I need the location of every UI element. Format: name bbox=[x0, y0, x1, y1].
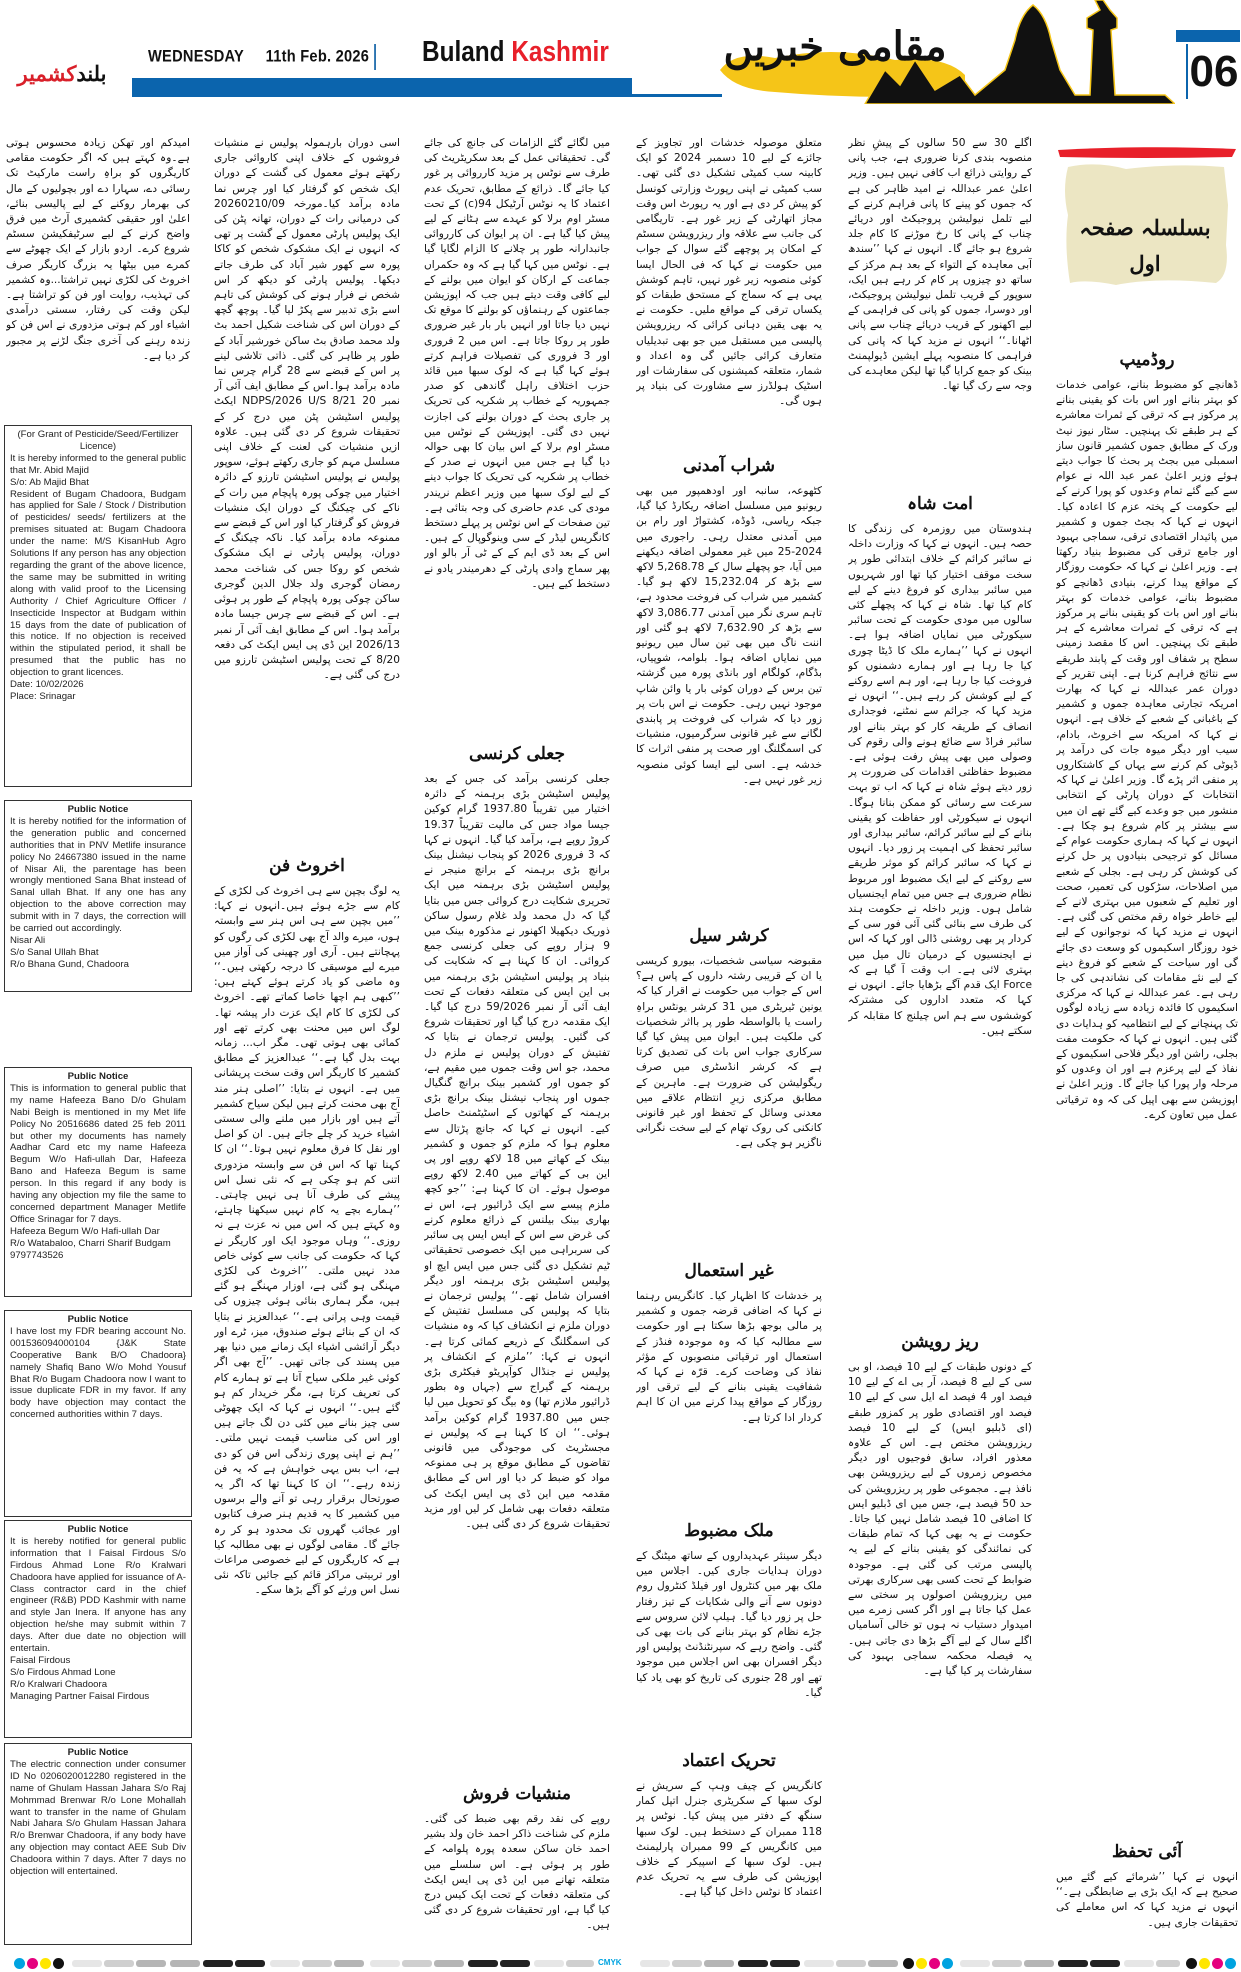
subheading: ریز رویشن bbox=[901, 1332, 979, 1352]
black-swatch bbox=[1058, 1960, 1088, 1967]
notice-signature: S/o Sanal Ullah Bhat bbox=[10, 946, 99, 958]
grey-swatch bbox=[1024, 1960, 1054, 1967]
black-swatch bbox=[738, 1960, 768, 1967]
notice-signature: R/o Kralwari Chadoora bbox=[10, 1678, 108, 1690]
article-text: دیگر سینئر عہدیداروں کے ساتھ میٹنگ کے دوران ہدایات جاری کیں۔ اجلاس میں ملک بھر میں کنٹرول اور فیلڈ کنٹرول روم دونوں سے آنے والی شکایات کے تیز رفتار حل پر زور دیا گیا۔ ہیلپ لائن سروس سے جڑے نظام کو بہتر بنانے کی بات بھی کی گئی۔ واضح رہے کہ سپرنٹنڈنٹ پولیس اور دیگر افسران بھی اس اجلاس میں موجود تھے اور 28 جنوری کی تاریخ کو بھی یاد کیا گیا۔ bbox=[636, 1550, 822, 1699]
grey-swatch bbox=[704, 1960, 734, 1967]
grey-swatch bbox=[992, 1960, 1022, 1967]
grey-swatch bbox=[334, 1960, 364, 1967]
notice-pesticide-licence bbox=[4, 425, 192, 787]
continuation-title: بسلسلہ صفحہ اول bbox=[1079, 215, 1211, 276]
brand-name bbox=[422, 36, 609, 69]
subheading: آئی تحفظ bbox=[1112, 1842, 1182, 1862]
notice-title: Public Notice bbox=[67, 1314, 129, 1325]
header-rule-thin bbox=[632, 94, 722, 97]
grey-swatch bbox=[836, 1960, 866, 1967]
notice-title: Public Notice bbox=[67, 804, 129, 815]
day-label: WEDNESDAY bbox=[148, 46, 245, 66]
notice-date: Date: 10/02/2026 bbox=[10, 679, 84, 691]
notice-signature: Managing Partner Faisal Firdous bbox=[10, 1690, 150, 1702]
grey-swatch bbox=[270, 1960, 300, 1967]
notice-body: It is hereby informed to the general public that Mr. Abid Majid bbox=[10, 452, 186, 476]
grey-swatch bbox=[370, 1960, 400, 1967]
notice-title: (For Grant of Pesticide/Seed/Fertilizer Licence) bbox=[17, 429, 179, 452]
yellow-dot-icon bbox=[40, 1958, 51, 1969]
divider bbox=[374, 44, 376, 70]
grey-swatch bbox=[868, 1960, 898, 1967]
cyan-dot-icon bbox=[942, 1958, 953, 1969]
grey-swatch bbox=[434, 1960, 464, 1967]
section-title: مقامی خبریں bbox=[723, 23, 947, 70]
brand-second: Kashmir bbox=[511, 36, 609, 68]
black-dot-icon bbox=[903, 1958, 914, 1969]
subheading: ملک مضبوط bbox=[684, 1521, 774, 1541]
notice-signature: Faisal Firdous bbox=[10, 1654, 71, 1666]
notice-title: Public Notice bbox=[67, 1747, 129, 1758]
grey-swatch bbox=[402, 1960, 432, 1967]
yellow-dot-icon bbox=[916, 1958, 927, 1969]
dateline bbox=[148, 44, 381, 70]
magenta-dot-icon bbox=[1212, 1958, 1223, 1969]
black-swatch bbox=[235, 1960, 265, 1967]
notice-signature: Nisar Ali bbox=[10, 934, 46, 946]
public-notice bbox=[4, 1067, 192, 1297]
notice-title: Public Notice bbox=[67, 1524, 129, 1535]
article-text: کٹھوعہ، سانبہ اور اودھمپور میں بھی ریونیو میں مسلسل اضافہ ریکارڈ کیا گیا، جبکہ ریاسی، ڈوڈہ، کشتواڑ اور رام بن میں آمدنی معتدل رہی۔ راجوری میں 2024-25 میں غیر معمولی اضافہ دیکھنے میں آیا، جو پچھلے سال کے 5,268.78 لاکھ سے بڑھ کر 15,232.04 لاکھ ہو گیا۔ کشمیر میں شراب کی فروخت محدود ہے، تاہم سری نگر میں آمدنی 3,086.77 لاکھ سے بڑھ کر 7,632.90 لاکھ ہو گئی اور اننت ناگ میں بھی تین سال میں ریونیو میں نمایاں اضافہ ہوا۔ بلوامہ، شوپیاں، بڈگام، کولگام اور بانڈی پورہ میں گزشتہ تین برس کے دوران کوئی بار یا وائن شاپ موجود نہیں رہی۔ حکومت نے اس بات پر زور دیا کہ شراب کی فروخت پر پابندی لگانے سے غیر قانونی سرگرمیوں، منشیات کی اسمگلنگ اور صحت پر منفی اثرات کا خدشہ ہے۔ اسی لیے ایسا کوئی منصوبہ زیر غور نہیں ہے۔ bbox=[636, 485, 822, 786]
logo-word-black: بلند bbox=[76, 61, 107, 86]
grey-swatch bbox=[104, 1960, 134, 1967]
notice-line: S/o: Ab Majid Bhat bbox=[10, 476, 89, 488]
page-corner bbox=[1176, 30, 1240, 42]
subheading: اخروٹ فن bbox=[269, 856, 345, 876]
notice-signature: S/o Firdous Ahmad Lone bbox=[10, 1666, 116, 1678]
article-text: یہ لوگ بچپن سے ہی اخروٹ کی لکڑی کے کام سے جڑے ہوئے ہیں۔انہوں نے کہا: ’’میں بچپن سے ہی اس ہنر سے وابستہ ہوں، میرے والد آج بھی لکڑی کی رگوں کو پہچانتے ہیں۔ آری اور چھینی کی آواز میں میرے لیے موسیقی کا درجہ رکھتی ہیں۔‘‘ وہ ماضی کو یاد کرتے ہوئے کہتے ہیں: ’’کبھی ہم اچھا خاصا کماتے تھے۔ اخروٹ کی لکڑی کا کام ایک عزت دار پیشہ تھا۔ لوگ اس میں محنت بھی کرتے تھے اور کمائی بھی ہوتی تھی۔ مگر اب... زمانہ بہت بدل گیا ہے۔‘‘ عبدالعزیز کے مطابق کشمیر کا کاریگر اس وقت سخت پریشانی میں ہے۔ انہوں نے بتایا: ’’اصلی ہنر مند آج بھی محنت کرتے ہیں لیکن سیاح کشمیر آتے ہیں اور بازار میں ملنے والی سستی اشیاء خرید کر چلے جاتے ہیں۔ ان کو اصل اور نقل کا فرق معلوم نہیں ہوتا۔‘‘ ان کا کہنا تھا کہ اس فن سے وابستہ مزدوری اتنی کم ہو چکی ہے کہ نئی نسل اس پیشے کی طرف آنا ہی نہیں چاہتی۔ ’’ہمارے بچے یہ کام نہیں سیکھنا چاہتے، وہ کہتے ہیں کہ اس میں نہ عزت ہے نہ روزی۔‘‘ وہاں موجود ایک اور کاریگر نے کہا کہ حکومت کی جانب سے کوئی خاص مدد نہیں ملتی۔ ’’اخروٹ کی لکڑی مہنگی ہو گئی ہے، اوزار مہنگے ہو گئے ہیں، مگر ہماری بنائی ہوئی چیزوں کی قیمت وہی پرانی ہے۔‘‘ عبدالعزیز نے بتایا کہ ان کے بنائے ہوئے صندوق، میز، ٹرے اور دیگر آرائشی اشیاء ایک زمانے میں دنیا بھر میں پسند کی جاتی تھیں۔ ’’آج بھی اگر کوئی غیر ملکی سیاح آتا ہے تو ہمارے کام کی تعریف کرتا ہے، مگر خریدار کم ہو گئے ہیں۔‘‘ انہوں نے کہا کہ ایک چھوٹی سی چیز بنانے میں کئی دن لگ جاتے ہیں اور اس کی مناسب قیمت نہیں ملتی۔ ’’ہم نے اپنی پوری زندگی اس فن کو دی ہے، اب بس یہی خواہش ہے کہ یہ فن زندہ رہے۔‘‘ ان کا کہنا تھا کہ اگر یہ صورتحال برقرار رہی تو آنے والے برسوں میں کشمیر کا یہ قدیم ہنر صرف کتابوں اور عجائب گھروں تک محدود ہو کر رہ جائے گا۔ مقامی لوگوں نے بھی مطالبہ کیا ہے کہ کاریگروں کے لیے خصوصی مراعات اور تربیتی مراکز قائم کیے جائیں تاکہ نئی نسل اس ورثے کو آگے بڑھا سکے۔ bbox=[214, 885, 400, 1597]
article-text: مقبوضہ سیاسی شخصیات، بیورو کریسی یا ان کے قریبی رشتہ داروں کے پاس ہے؟ اس کے جواب میں حکومت نے اقرار کیا کہ یونین ٹیریٹری میں 31 کرشر یونٹس براہِ راست یا بالواسطہ طور پر بااثر شخصیات کی ملکیت ہیں۔ ایوان میں پیش کیا گیا سرکاری جواب اس بات کی تصدیق کرتا ہے کہ کرشر انڈسٹری میں صرف ریگولیشن کی ضرورت ہے۔ ماہرین کے مطابق مرکزی زیرِ انتظام علاقے میں معدنی وسائل کے تحفظ اور غیر قانونی کانکنی کی روک تھام کے لیے سخت نگرانی ناگزیر ہو چکی ہے۔ bbox=[636, 955, 822, 1150]
article-text: کے دونوں طبقات کے لیے 10 فیصد، او بی سی کے لیے 8 فیصد، آر بی اے کے لیے 10 فیصد اور 4 فیصد اے ایل سی کے لیے 10 فیصد اور اقتصادی طور پر کمزور طبقے (ای ڈبلیو ایس) کے لیے 10 فیصد ریزرویشن مختص ہے۔ اس کے علاوہ معذور افراد، سابق فوجیوں اور دیگر مخصوص زمروں کے لیے ریزرویشن بھی نافذ ہے۔ مجموعی طور پر ریزرویشن کی حد 50 فیصد ہے، جس میں ای ڈبلیو ایس کا اضافی 10 فیصد شامل نہیں کیا جاتا۔ حکومت نے یہ بھی کہا کہ تمام طبقات کی نمائندگی کو یقینی بنانے کے لیے یہ پالیسی مرتب کی گئی ہے۔ موجودہ ضوابط کے تحت کسی بھی سرکاری بھرتی میں ریزرویشن اصولوں پر سختی سے عمل کیا جاتا ہے اور اگر کسی زمرے میں امیدوار دستیاب نہ ہوں تو خالی آسامیاں اگلے سال کے لیے آگے بڑھا دی جاتی ہیں۔ یہ فیصلہ محکمہ سماجی بہبود کی سفارشات پر کیا گیا ہے۔ bbox=[848, 1361, 1032, 1678]
grey-swatch bbox=[566, 1960, 594, 1967]
subheading: امت شاہ bbox=[907, 494, 973, 514]
yellow-dot-icon bbox=[1199, 1958, 1210, 1969]
article-text: پر خدشات کا اظہار کیا۔ کانگریس رہنما نے کہا کہ اضافی قرضہ جموں و کشمیر پر مالی بوجھ بڑھا سکتا ہے اور حکومت سے مطالبہ کیا کہ وہ موجودہ فنڈز کے استعمال اور ترقیاتی منصوبوں کے مؤثر نفاذ کی وضاحت کرے۔ قرّہ نے کہا کہ شفافیت یقینی بنانے کے لیے ترقی اور روزگار کے مواقع پیدا کرنے میں ان کا اہم کردار ادا کرتا ہے۔ bbox=[636, 1290, 822, 1424]
black-swatch bbox=[770, 1960, 800, 1967]
black-swatch bbox=[1090, 1960, 1120, 1967]
grey-swatch bbox=[302, 1960, 332, 1967]
subheading: غیر استعمال bbox=[684, 1261, 774, 1281]
notice-body: I have lost my FDR bearing account No. 001536094000104 {J&K State Cooperative Bank B/O Chadoora} namely Shafiq Bano W/o Mohd Yousuf Bhat R/o Bugam Chadoora now I want to issue duplicate FDR in my favor. If any body have objection may contact the concerned authorities within 7 days. bbox=[10, 1325, 186, 1421]
grey-swatch bbox=[804, 1960, 834, 1967]
subheading: تحریک اعتماد bbox=[682, 1751, 776, 1771]
notice-title: Public Notice bbox=[67, 1071, 129, 1082]
notice-body: The electric connection under consumer ID No 0206020012280 registered in the name of Ghulam Hassan Jahara S/o Raj Mohmmad Brenwar R/o Lone Mohallah want to transfer in the name of Ghulam Nabi Jahara S/o Ghulam Hassan Jahara R/o Brenwar Chadoora, if any body have any objection may contact AEE Sub Div Chadoora within 7 days. After 7 days no objection will entertained. bbox=[10, 1758, 186, 1878]
date-label: 11th Feb. 2026 bbox=[265, 46, 370, 66]
notice-body: Resident of Bugam Chadoora, Budgam has applied for Sale / Stock / Distribution of pesticides/ seeds/ fertilizers at the premises situated at: Bugam Chadoora under the name: M/S KisanHub Agro Solutions If any person has any objection regarding the grant of the above licence, the same may be submitted in writing along with valid proof to the Licensing Authority / Chief Agriculture Officer / Insecticide Inspector at Budgam within 15 days from the date of publication of this notice. If no objection is received within the stipulated period, it shall be presumed that the public has no objection to grant licences. bbox=[10, 488, 186, 679]
notice-signature: Hafeeza Begum W/o Hafi-ullah Dar bbox=[10, 1225, 160, 1237]
notice-body: This is information to general public that my name Hafeeza Bano D/o Ghulam Nabi Beigh is mentioned in my Met life Policy No 20516686 dated 25 feb 2011 but other my documents has namely Aadhar Card etc my name Hafeeza Begum W/o Hafi-ullah Dar, Hafeeza Bano and Hafeeza Begum is same person. In this regard if any body is having any objection my file the same to concerned department Manager Metlife Office Srinagar for 7 days. bbox=[10, 1082, 186, 1225]
article-text: ڈھانچے کو مضبوط بنانے، عوامی خدمات کو بہتر بنانے اور اس بات کو یقینی بنانے پر مرکوز ہے کہ ترقی کے ثمرات معاشرے کے ہر طبقے تک پہنچیں۔ سٹار نیوز نیٹ ورک کے مطابق جموں کشمیر قانون ساز اسمبلی میں بجٹ پر بحث کا جواب دیتے ہوئے وزیر اعلیٰ عمر عبد اللہ نے عوام سے کیے گئے تمام وعدوں کو پورا کرنے کے لیے حکومت کے پختہ عزم کا اعادہ کیا۔ انہوں نے کہا کہ بجٹ جموں و کشمیر میں پائیدار اقتصادی ترقی، سماجی بہبود اور جامع ترقی کی مضبوط بنیاد رکھتا ہے۔ وزیر اعلیٰ نے کہا کہ حکومت روزگار کے مواقع پیدا کرنے، بنیادی ڈھانچے کو مضبوط بنانے، عوامی خدمات کو بہتر بنانے اور اس بات کو یقینی بنانے پر مرکوز ہے کہ ترقی کے ثمرات معاشرے کے ہر طبقے تک پہنچیں۔ اس کا مقصد زمینی سطح پر شفاف اور وقت کے پابند طریقے سے نتائج فراہم کرنا ہے۔ اپنی تقریر کے دوران عمر عبداللہ نے کہا کہ بھارت امریکہ تجارتی معاہدہ جموں و کشمیر کے باغبانی کے شعبے کے خلاف ہے۔ انہوں نے کہا کہ امریکہ سے اخروٹ، بادام، سیب اور دیگر میوہ جات کی درآمد پر ڈیوٹی کم کرنے سے یہاں کے کاشتکاروں پر منفی اثر پڑے گا۔ وزیر اعلیٰ نے کہا کہ انتخابات کے دوران پارٹی کے انتخابی منشور میں جو وعدے کیے گئے تھے ان میں سے بیشتر پر کام شروع ہو چکا ہے۔ انہوں نے کہا کہ ہماری حکومت عوام کے مسائل کو ترجیحی بنیادوں پر حل کرنے کی کوشش کر رہی ہے۔ بجلی کے شعبے میں اصلاحات، سڑکوں کی تعمیر، صحت اور تعلیم کے شعبوں میں بہتری لانے کے لیے خاطر خواہ رقم مختص کی گئی ہے۔ انہوں نے مزید کہا کہ نوجوانوں کے لیے خود روزگار اسکیموں کو وسعت دی جائے گی اور سیاحت کے شعبے کو فروغ دینے کے لیے نئے مقامات کی نشاندہی کی جا رہی ہے۔ عمر عبداللہ نے کہا کہ مرکزی اسکیموں کا فائدہ زیادہ سے زیادہ لوگوں تک پہنچانے کے لیے انتظامیہ کو ہدایات دی گئی ہیں۔ انہوں نے کہا کہ حکومت مفت بجلی، راشن اور دیگر فلاحی اسکیموں کے نفاذ کے لیے پرعزم ہے اور ان وعدوں کو مرحلہ وار پورا کیا جائے گا۔ وزیر اعلیٰ نے اپوزیشن سے بھی اپیل کی کہ وہ ترقیاتی عمل میں تعاون کرے۔ bbox=[1056, 379, 1238, 1121]
grey-swatch bbox=[1124, 1960, 1154, 1967]
article-text: میں لگائے گئے الزامات کی جانچ کی جائے گی۔ تحقیقاتی عمل کے بعد سکریٹریٹ کی طرف سے نوٹس پر مزید کارروائی پر غور کیا جائے گا۔ ذرائع کے مطابق، تحریک عدم اعتماد کا یہ نوٹس آرٹیکل 94(c) کے تحت مسٹر اوم برلا کو عہدے سے ہٹانے کے لیے پیش کیا گیا ہے۔ ان پر ایوان کی کارروائی جانبدارانہ طور پر چلانے کا الزام لگایا گیا ہے۔ نوٹس میں کہا گیا ہے کہ وہ حکمراں جماعت کے ارکان کو ایوان میں بولنے کے لیے کافی وقت دیتے ہیں جب کہ اپوزیشن جماعتوں کے رہنماؤں کو بولنے کا موقع تک نہیں دیا جاتا اور انہیں بار بار غیر ضروری طور پر روکا جاتا ہے۔ اس میں 2 فروری اور 3 فروری کی تفصیلات فراہم کرتے ہوئے کہا گیا ہے کہ لوک سبھا میں قائد حزب اختلاف راہل گاندھی کو صدر جمہوریہ کے خطاب پر شکریہ کی تحریک پر جاری بحث کے دوران بولنے کی اجازت نہیں دی گئی۔ اپوزیشن کے نوٹس میں مسٹر اوم برلا کے اس بیان کا بھی حوالہ دیا گیا ہے جس میں انہوں نے صدر کے خطاب پر شکریہ کی تحریک کا جواب دینے کے لیے لوک سبھا میں وزیر اعظم نریندر مودی کی عدم حاضری کی وجہ بتائی ہے۔ تین صفحات کے اس نوٹس پر پہلے دستخط کانگریس لیڈر کے سی وینوگوپال کے ہیں۔ اس کے بعد ڈی ایم کے کے ٹی آر بالو اور پھر سماج وادی پارٹی کے دھرمیندر یادو نے دستخط کیے ہیں۔ bbox=[424, 137, 610, 590]
cyan-dot-icon bbox=[14, 1958, 25, 1969]
cyan-dot-icon bbox=[1225, 1958, 1236, 1969]
public-notice bbox=[4, 1520, 192, 1738]
grey-swatch bbox=[1156, 1960, 1180, 1967]
black-swatch bbox=[468, 1960, 498, 1967]
subheading: شراب آمدنی bbox=[683, 456, 775, 476]
article-text: امیدکم اور تھکن زیادہ محسوس ہوتی ہے۔وہ کہتے ہیں کہ اگر حکومت مقامی کاریگروں کو براہِ راست مارکیٹ تک رسائی دے، سہارا دے اور بچولیوں کے مال کی بھرمار روکنے کے لیے پالیسی بنائے، اعلیٰ اور حقیقی کشمیری آرٹ میں فرق واضح کرنے کے لیے سرٹیفکیشن سسٹم شروع کرے۔ اردو بازار کے ایک چھوٹے سے کمرے میں بیٹھا یہ بزرگ کاریگر صرف اخروٹ کی لکڑی نہیں تراشتا...وہ کشمیر کی تہذیب، روایت اور فن کو تراشتا ہے۔لیکن وقت کی رفتار، سستی درآمدی اشیاء اور کم ہوتی مزدوری نے اس فن کو زندہ رہنے کی آخری جنگ لڑنے پر مجبور کر دیا ہے۔ bbox=[6, 137, 190, 362]
article-text: انہوں نے کہا ’’شرمائے کیے گئے میں صحیح ہے کہ ایک بڑی بے ضابطگی ہے۔‘‘ انہوں نے مزید کہا کہ اس معاملے کی تحقیقات جاری ہیں۔ bbox=[1056, 1871, 1238, 1929]
grey-swatch bbox=[640, 1960, 670, 1967]
notice-phone: 9797743526 bbox=[10, 1249, 64, 1261]
notice-body: It is hereby notified for general public information that I Faisal Firdous S/o Firdous Ahmad Lone R/o Kralwari Chadoora have applied for issuance of A-Class contractor card in the chief engineer (R&B) PDD Kashmir with name and style Jan Inera. If anyone has any objection he/she may submit within 7 days. After due date no objection will entertain. bbox=[10, 1535, 186, 1655]
grey-swatch bbox=[534, 1960, 564, 1967]
grey-swatch bbox=[170, 1960, 200, 1967]
article-text: اگلے 30 سے 50 سالوں کے پیشِ نظر منصوبہ بندی کرنا ضروری ہے، جب پانی کے روایتی ذرائع اب کافی نہیں ہیں۔ وزیر اعلیٰ عمر عبداللہ نے امید ظاہر کی ہے کہ جموں کو پینے کا پانی فراہم کرنے کے لیے تلمل نیولیشن پروجیکٹ اور دریائے چناب کے پانی کا رخ موڑنے کا کام جلد شروع ہو جائے گا۔ انہوں نے کہا ’’سندھ آبی معاہدہ کے التواء کے بعد ہم مرکز کے ساتھ دو چیزوں پر کام کر رہے ہیں ایک، سوپور کے قریب تلمل نیولیشن پروجیکٹ، اور دوسرا، جموں کو پانی کی فراہمی کے لیے اکھنور کے قریب دریائے چناب سے پانی اٹھانا۔‘‘ انہوں نے مزید کہا کہ پانی کی فراہمی کا منصوبہ پہلے ایشین ڈیولپمنٹ بینک کو جمع کرایا گیا تھا لیکن معاہدے کی وجہ سے رک گیا تھا۔ bbox=[848, 137, 1032, 393]
grey-swatch bbox=[136, 1960, 166, 1967]
header-rule bbox=[132, 78, 632, 97]
black-swatch bbox=[203, 1960, 233, 1967]
newspaper-logo bbox=[4, 52, 120, 96]
subheading: منشیات فروش bbox=[462, 1784, 572, 1804]
magenta-dot-icon bbox=[929, 1958, 940, 1969]
black-dot-icon bbox=[53, 1958, 64, 1969]
logo-word-red: کشمیر bbox=[17, 61, 77, 86]
notice-place: Place: Srinagar bbox=[10, 690, 76, 702]
notice-signature: R/o Bhana Gund, Chadoora bbox=[10, 958, 129, 970]
grey-swatch bbox=[72, 1960, 102, 1967]
article-text: جعلی کرنسی برآمد کی جس کے بعد پولیس اسٹیشن بڑی برہمنہ کے دائرہ اختیار میں تقریباً 1937.80 گرام کوکین جیسا مواد جس کی مالیت تقریباً 19.37 کروڑ روپے ہے، برآمد کیا گیا۔ انہوں نے کہا کہ 3 فروری 2026 کو پنجاب نیشنل بینک برانچ بڑی برہمنہ کے برانچ منیجر نے پولیس اسٹیشن بڑی برہمنہ میں ایک تحریری شکایت درج کروائی جس میں بتایا گیا کہ دل محمد ولد غلام رسول ساکن ذوریک دیکھیلا اکھنور نے مذکورہ بینک میں 9 ہزار روپے کی جعلی کرنسی جمع کروائی۔ ان کا کہنا ہے کہ شکایت کی بنیاد پر پولیس اسٹیشن بڑی برہمنہ میں بی این ایس کی متعلقہ دفعات کے تحت ایف آئی آر نمبر 59/2026 درج کیا گیا۔ ایک مقدمہ درج کیا گیا اور تحقیقات شروع کی گئیں۔ پولیس ترجمان نے بتایا کہ تفتیش کے دوران پولیس نے ملزم دل محمد، جو اس وقت جموں میں مقیم ہے، کو جموں اور کشمیر بینک برانچ گنگیال جموں اور پنجاب نیشنل بینک برانچ بڑی برہمنہ کے کھاتوں کے اسٹیٹمنٹ حاصل کیے۔ انہوں نے کہا کہ جانچ پڑتال سے معلوم ہوا کہ ملزم کو جموں و کشمیر بینک کے کھاتے میں 18 لاکھ روپے اور پی این بی کے کھاتے میں 2.40 لاکھ روپے موصول ہوئے۔ ان کا کہنا ہے: ’’جو کچھ ملزم پیسے سے ایک ڈرائیور ہے، اس نے بھاری بینک بیلنس کے ذرائع معلوم کرنے کی غرض سے اس کے ایس ایس پی سائبر کی سربراہی میں ایک خصوصی تحقیقاتی ٹیم تشکیل دی گئی جس میں ایس ایچ او پولیس اسٹیشن بڑی برہمنہ اور دیگر افسران شامل تھے۔‘‘ پولیس ترجمان نے بتایا کہ پولیس کی مسلسل تفتیش کے دوران ملزم نے انکشاف کیا کہ وہ منشیات کی اسمگلنگ کے ذریعے کمائی کرتا ہے۔ انہوں نے کہا: ’’ملزم کے انکشاف پر پولیس نے جنڈال کوآپریٹو فیکٹری بڑی برہمنہ کے گیراج سے (جہاں وہ بطور ڈرائیور ملازم تھا) وہ بیگ کو تحویل میں لیا جس میں 1937.80 گرام کوکین برآمد ہوئی۔‘‘ ان کا کہنا ہے کہ پولیس نے مجسٹریٹ کی موجودگی میں قانونی تقاضوں کے مطابق موقع پر ہی ممنوعہ مواد کو ضبط کر دیا اور اس کے مطابق مقدمہ میں این ڈی پی ایس ایکٹ کی متعلقہ دفعات بھی شامل کر لیں اور مزید تحقیقات شروع کر دی گئی ہیں۔ bbox=[424, 773, 610, 1530]
magenta-dot-icon bbox=[27, 1958, 38, 1969]
subheading: روڈمیپ bbox=[1119, 350, 1175, 370]
print-registration-strip bbox=[0, 1957, 1241, 1969]
notice-body: It is hereby notified for the information of the generation public and concerned authorities that in PNV Metlife insurance policy No 24667380 issued in the name of Nisar Ali, the parentage has been wrongly mentioned Sana Bhat instead of Sanal ullah Bhat. If any one has any objection to the above correction may submit with in 7 days, the correction will be carried out accordingly. bbox=[10, 815, 186, 935]
public-notice bbox=[4, 800, 192, 992]
article-text: کانگریس کے چیف وہپ کے سریش نے لوک سبھا کے سکریٹری جنرل اتپل کمار سنگھ کے دفتر میں پیش کیا۔ نوٹس پر 118 ممبران کے دستخط ہیں۔ لوک سبھا میں کانگریس کے 99 ممبران پارلیمنٹ ہیں۔ لوک سبھا کے اسپیکر کے خلاف اپوزیشن کی طرف سے یہ تحریک عدم اعتماد کا نوٹس داخل کیا گیا ہے۔ bbox=[636, 1780, 822, 1899]
notice-signature: R/o Watabaloo, Charri Sharif Budgam bbox=[10, 1237, 171, 1249]
subheading: جعلی کرنسی bbox=[469, 744, 565, 764]
public-notice bbox=[4, 1310, 192, 1517]
article-text: متعلق موصولہ خدشات اور تجاویز کے جائزے کے لیے 10 دسمبر 2024 کو ایک کابینہ سب کمیٹی تشکیل دی گئی تھی۔ سب کمیٹی نے اپنی رپورٹ وزارتی کونسل کو پیش کر دی ہے اور یہ رپورٹ اس وقت مجاز اتھارٹی کے زیر غور ہے۔ تاریگامی کی جانب سے علاقہ وار ریزرویشن سسٹم کے امکان پر پوچھے گئے سوال کے جواب میں حکومت نے کہا کہ فی الحال ایسا کوئی منصوبہ زیر غور نہیں، تاہم کوشش یہی ہے کہ سماج کے مستحق طبقات کو یکساں ترقی کے مواقع ملیں۔ حکومت نے یہ بھی یقین دہانی کرائی کہ ریزرویشن پالیسی میں مستقبل میں جو بھی تبدیلیاں متعارف کرائی جائیں گی وہ اعداد و شمار، متعلقہ کمیشنوں کی سفارشات اور اسٹیک ہولڈرز سے مشاورت کی بنیاد پر ہوں گی۔ bbox=[636, 137, 822, 408]
article-text: اسی دوران بارہمولہ پولیس نے منشیات فروشوں کے خلاف اپنی کاروائی جاری رکھتے ہوئے معمول کی گشت کے دوران ایک شخص کو گرفتار کیا اور چرس نما مادہ برآمد کیا۔مورخہ 20260210/09 کی درمیانی رات کے دوران، تھانہ پٹن کی ایک پولیس پارٹی معمول کے گشت پر تھی کہ انہوں نے ایک مشکوک شخص کو کاکا پورہ سے کھور شیر آباد کی طرف جاتے دیکھا۔ پولیس پارٹی کو دیکھ کر اس شخص نے فرار ہونے کی کوشش کی تاہم اسے بڑی تدبیر سے پکڑ لیا گیا۔ پوچھ گچھ کے دوران اس کی شناخت شکیل احمد بٹ ولد محمد صادق بٹ ساکن خورشیر آباد کے طور پر ظاہر کی گئی۔ ذاتی تلاشی لینے پر اس کے قبضے سے 28 گرام چرس نما مادہ برآمد ہوا۔اس کے مطابق ایف آئی آر نمبر 20 NDPS/2026 U/S 8/21 ایکٹ پولیس اسٹیشن پٹن میں درج کر کے تحقیقات شروع کر دی گئی ہیں۔ علاوہ ازیں منشیات کی لعنت کے خلاف اپنی مسلسل مہم کو جاری رکھتے ہوئے، سوپور پولیس نے پولیس اسٹیشن تارزو کے دائرہ اختیار میں چوکی پورہ پاپچام میں رات کے ناکے کی چیکنگ کے دوران ایک منشیات فروش کو گرفتار کیا اور اس کے قبضے سے ممنوعہ مادہ برآمد کیا۔ ناکہ چیکنگ کے دوران، پولیس پارٹی نے ایک مشکوک شخص کو روکا جس کی شناخت محمد رمضان گوجری ولد جلال الدین گوجری ساکن چوکی پورہ پاپچام کے طور پر ہوئی ہے۔ اس کے قبضے سے چرس جیسا مادہ برآمد ہوا۔ اس کے مطابق ایف آئی آر نمبر 2026/13 این ڈی پی ایس ایکٹ کی دفعہ 8/20 کے تحت پولیس اسٹیشن تارزو میں درج کی گئی ہے۔ bbox=[214, 137, 400, 682]
public-notice bbox=[4, 1743, 192, 1945]
black-swatch bbox=[500, 1960, 530, 1967]
black-dot-icon bbox=[1186, 1958, 1197, 1969]
grey-swatch bbox=[960, 1960, 990, 1967]
subheading: کرشر سیل bbox=[689, 926, 769, 946]
page-number: 06 bbox=[1186, 44, 1240, 99]
cmyk-mark: CMYK bbox=[598, 1958, 622, 1967]
article-text: ہندوستان میں روزمرہ کی زندگی کا حصہ ہیں۔ انہوں نے کہا کہ وزارت داخلہ نے سائبر کرائم کے خلاف ابتدائی طور پر سخت موقف اختیار کیا تھا اور شہریوں میں سائبر بیداری کو فروغ دینے کے لیے کام کیا تھا۔ شاہ نے کہا کہ پچھلے کئی سالوں میں مودی حکومت کے تحت سائبر سیکورٹی میں نمایاں اضافہ ہوا ہے۔ انہوں نے کہا ’’ہمارے ملک کا ڈیٹا چوری کیا جا رہا ہے اور ہمارے دشمنوں کو فروخت کیا جا رہا ہے، اور ہم اسے روکنے کے لیے کوشش کر رہے ہیں۔‘‘ انہوں نے مزید کہا کہ جرائم سے نمٹنے، فوجداری انصاف کے طریقہ کار کو بہتر بنانے اور سائبر فراڈ سے ضائع ہونے والی رقوم کی وصولی میں بھی پیش رفت ہوئی ہے۔ مضبوط حفاظتی اقدامات کی ضرورت پر زور دیتے ہوئے شاہ نے کہا کہ اب تو بہت سرعت سے رسائی کو ممکن بنانا ہوگا۔ انہوں نے سیکورٹی اور حفاظت کو یقینی بنانے کے لیے سائبر کرائم، سائبر بیداری اور سائبر تحفظ کی اہمیت پر زور دیا۔ انہوں نے کہا کہ سائبر کرائم کو موثر طریقے سے روکنے کے لیے ایک مضبوط اور مربوط نظام ضروری ہے جس میں تمام ایجنسیاں شامل ہوں۔ وزیر داخلہ نے حکومت ہند کی طرف سے بنائی گئی آئی فور سی کے کردار پر بھی روشنی ڈالی اور کہا کہ اس نے ایجنسیوں کے درمیان تال میل میں بہتری لائی ہے۔ اب وقت آ گیا ہے کہ Force ایک قدم آگے بڑھایا جائے۔ انہوں نے کہا کہ متعدد اداروں کی مشترکہ کوششوں سے ہم اس چیلنج کا مقابلہ کر سکتے ہیں۔ bbox=[848, 523, 1032, 1037]
article-text: روپے کی نقد رقم بھی ضبط کی گئی۔ ملزم کی شناخت ذاکر احمد خان ولد بشیر احمد خان ساکن سعدہ پورہ پلوامہ کے طور پر ہوئی ہے۔ اس سلسلے میں متعلقہ تھانے میں این ڈی پی ایس ایکٹ کی متعلقہ دفعات کے تحت ایک کیس درج کیا گیا ہے، اور تحقیقات شروع کر دی گئی ہیں۔ bbox=[424, 1813, 610, 1932]
brand-first: Buland bbox=[422, 36, 505, 68]
grey-swatch bbox=[672, 1960, 702, 1967]
